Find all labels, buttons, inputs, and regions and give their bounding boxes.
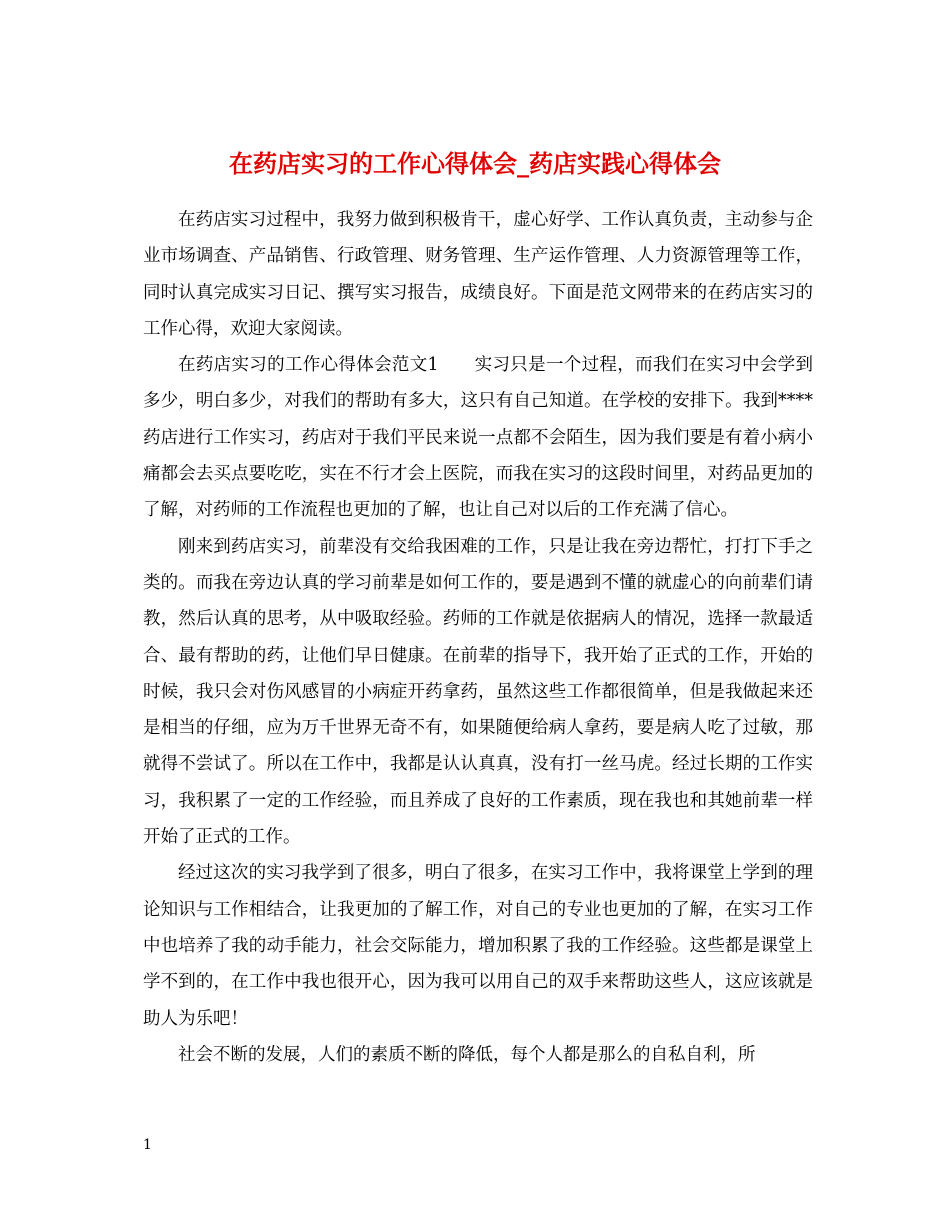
paragraph: 在药店实习的工作心得体会范文1 实习只是一个过程，而我们在实习中会学到多少，明白多少，对我们的帮助有多大，这只有自己知道。在学校的安排下。我到****药店进行工作实习，药店对于我们平民来说一点都不会陌生，因为我们要是有着小病小痛都会去买点要吃吃，实在不行才会上医院，而我在实习的这段时间里，对药品更加的了解，对药师的工作流程也更加的了解，也让自己对以后的工作充满了信心。 <box>143 355 813 521</box>
paragraph: 经过这次的实习我学到了很多，明白了很多，在实习工作中，我将课堂上学到的理论知识与工作相结合，让我更加的了解工作，对自己的专业也更加的了解，在实习工作中也培养了我的动手能力，社会交际能力，增加积累了我的工作经验。这些都是课堂上学不到的，在工作中我也很开心，因为我可以用自己的双手来帮助这些人，这应该就是助人为乐吧！ <box>143 863 813 1029</box>
paragraph: 刚来到药店实习，前辈没有交给我困难的工作，只是让我在旁边帮忙，打打下手之类的。而我在旁边认真的学习前辈是如何工作的，要是遇到不懂的就虚心的向前辈们请教，然后认真的思考，从中吸取经验。药师的工作就是依据病人的情况，选择一款最适合、最有帮助的药，让他们早日健康。在前辈的指导下，我开始了正式的工作，开始的时候，我只会对伤风感冒的小病症开药拿药，虽然这些工作都很简单，但是我做起来还是相当的仔细，应为万千世界无奇不有，如果随便给病人拿药，要是病人吃了过敏，那就得不尝试了。所以在工作中，我都是认认真真，没有打一丝马虎。经过长期的工作实习，我积累了一定的工作经验，而且养成了良好的工作素质，现在我也和其她前辈一样开始了正式的工作。 <box>143 536 813 848</box>
paragraph: 社会不断的发展，人们的素质不断的降低，每个人都是那么的自私自利，所 <box>178 1044 756 1065</box>
paragraph: 在药店实习过程中，我努力做到积极肯干，虚心好学、工作认真负责，主动参与企业市场调查、产品销售、行政管理、财务管理、生产运作管理、人力资源管理等工作，同时认真完成实习日记、撰写实习报告，成绩良好。下面是范文网带来的在药店实习的工作心得，欢迎大家阅读。 <box>143 210 813 339</box>
page-number: 1 <box>143 1137 152 1153</box>
document-body <box>143 202 813 1073</box>
document-title: 在药店实习的工作心得体会_药店实践心得体会 <box>229 150 721 179</box>
